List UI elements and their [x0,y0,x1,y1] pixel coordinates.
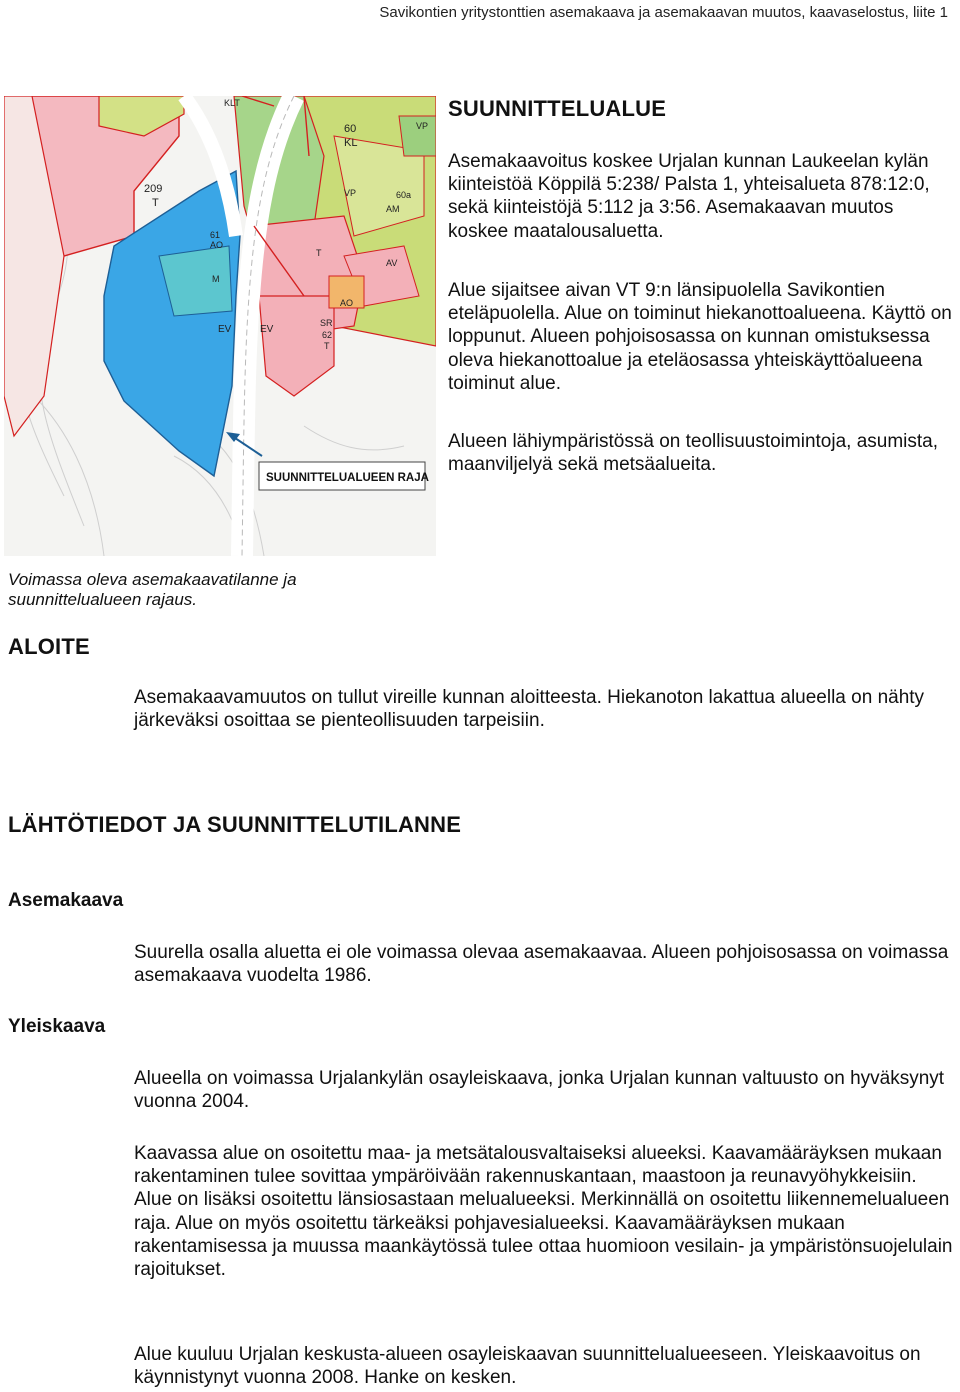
section-title-suunnittelualue: SUUNNITTELUALUE [448,96,667,121]
zoning-map-graphic [4,96,436,556]
svg-text:62: 62 [322,330,333,340]
svg-text:61: 61 [210,230,221,240]
svg-text:209: 209 [144,183,163,195]
map-caption: Voimassa oleva asemakaavatilanne ja suunnittelualueen rajaus. [8,570,297,609]
svg-text:AM: AM [386,204,400,214]
svg-text:M: M [212,274,220,284]
svg-text:60a: 60a [396,190,412,200]
yleiskaava-paragraph-3: Alue kuuluu Urjalan keskusta-alueen osayleiskaavan suunnittelualueeseen. Yleiskaavoitus on käynnistynyt vuonna 2008. Hanke on kesken. [134,1344,921,1389]
svg-text:AO: AO [340,298,354,308]
svg-text:T: T [316,248,322,258]
svg-text:SR: SR [320,318,333,328]
asemakaava-paragraph: Suurella osalla aluetta ei ole voimassa olevaa asemakaavaa. Alueen pohjoisosassa on voimassa asemakaava vuodelta 1986. [134,942,949,987]
yleiskaava-paragraph-2: Kaavassa alue on osoitettu maa- ja metsätalousvaltaiseksi alueeksi. Kaavamääräyksen mukaan rakentaminen tulee sovittaa ympäröivään rakennuskantaan, maastoon ja reunavyöhykkeisiin. Alue on lisäksi osoitettu länsiosastaan melualueeksi. Merkinnällä on osoitettu liikennemelualueen raja. Alue on myös osoitettu tärkeäksi pohjavesialueeksi. Kaavamääräyksen mukaan rakentamisessa ja muussa maankäytössä tulee ottaa huomioon vesilain- ja ympäristönsuojelulain rajoitukset. [134,1143,953,1281]
subsection-title-yleiskaava: Yleiskaava [8,1016,106,1037]
zoning-map [4,96,436,556]
yleiskaava-paragraph-1: Alueella on voimassa Urjalankylän osayleiskaava, jonka Urjalan kunnan valtuusto on hyväksynyt vuonna 2004. [134,1068,945,1113]
svg-text:EV: EV [218,324,232,335]
section-title-aloite: ALOITE [8,634,90,659]
aloite-paragraph: Asemakaavamuutos on tullut vireille kunnan aloitteesta. Hiekanoton lakattua alueella on nähty järkeväksi osoittaa se pienteollisuuden tarpeisiin. [134,687,925,732]
suunnittelualue-paragraph-1: Asemakaavoitus koskee Urjalan kunnan Laukeelan kylän kiinteistöä Köppilä 5:238/ Palsta 1, yhteisalueta 878:12:0, sekä kiinteistöjä 5:112 ja 3:56. Asemakaavan muutos koskee maatalousaluetta. [448,151,930,242]
page-header: Savikontien yritystonttien asemakaava ja asemakaavan muutos, kaavaselostus, liite 1 [379,4,948,21]
suunnittelualue-paragraph-2: Alue sijaitsee aivan VT 9:n länsipuolella Savikontien eteläpuolella. Alue on toiminut hiekanottoalueena. Käyttö on loppunut. Alueen pohjoisosassa on kunnan omistuksessa oleva hiekanottoalue ja eteläosassa yhteiskäyttöalueena toiminut alue. [448,280,952,394]
svg-text:EV: EV [260,324,274,335]
svg-text:VP: VP [344,188,357,198]
boundary-label: SUUNNITTELUALUEEN RAJA [266,472,429,484]
svg-text:T: T [152,197,159,209]
subsection-title-asemakaava: Asemakaava [8,890,124,911]
svg-text:T: T [324,341,330,351]
svg-text:KLT: KLT [224,98,240,108]
suunnittelualue-paragraph-3: Alueen lähiympäristössä on teollisuustoimintoja, asumista, maanviljelyä sekä metsäalueita. [448,431,939,476]
svg-text:AO: AO [210,240,224,250]
section-title-lahtotiedot: LÄHTÖTIEDOT JA SUUNNITTELUTILANNE [8,812,462,837]
svg-text:60: 60 [344,123,357,135]
svg-text:AV: AV [386,258,398,268]
svg-text:KL: KL [344,137,358,149]
svg-text:VP: VP [416,121,429,131]
